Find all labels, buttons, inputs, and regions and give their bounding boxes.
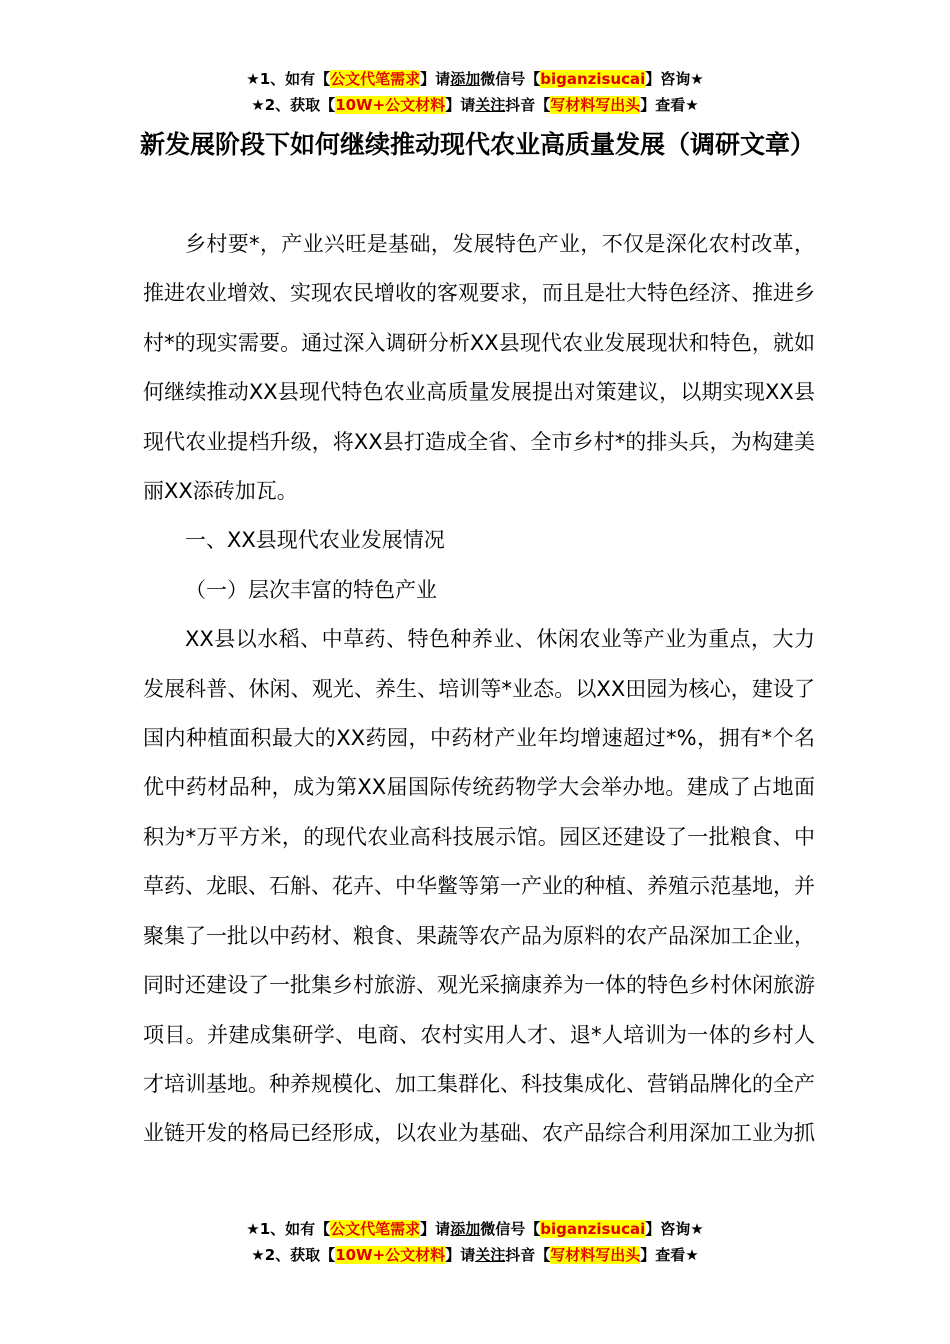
- promo-text: 抖音【: [505, 1246, 551, 1264]
- promo-line-2: [0, 92, 950, 118]
- promo-text: 】请: [420, 70, 451, 88]
- promo-highlight: 写材料写出头: [550, 96, 641, 114]
- promo-line-1: [0, 1216, 950, 1242]
- promo-text: 】请: [420, 1220, 451, 1238]
- promo-banner-top: [0, 66, 950, 118]
- promo-banner-bottom: [0, 1216, 950, 1268]
- promo-highlight: 公文代笔需求: [330, 70, 421, 88]
- subsection-heading: （一）层次丰富的特色产业: [185, 577, 437, 602]
- promo-text: 】咨询★: [645, 70, 704, 88]
- promo-highlight: 公文代笔需求: [330, 1220, 421, 1238]
- paragraph-intro: 乡村要*，产业兴旺是基础，发展特色产业，不仅是深化农村改革，推进农业增效、实现农民增收的客观要求，而且是壮大特色经济、推进乡村*的现实需要。通过深入调研分析XX县现代农业发展现状和特色，就如何继续推动XX县现代特色农业高质量发展提出对策建议，以期实现XX县现代农业提档升级，将XX县打造成全省、全市乡村*的排头兵，为构建美丽XX添砖加瓦。: [143, 232, 815, 504]
- promo-underlined: 关注: [475, 1246, 506, 1264]
- promo-text: 】咨询★: [645, 1220, 704, 1238]
- promo-text: 微信号【: [480, 1220, 541, 1238]
- promo-text: 】查看★: [640, 1246, 699, 1264]
- promo-highlight: 10W+公文材料: [335, 96, 446, 114]
- section-heading: 一、XX县现代农业发展情况: [185, 528, 445, 553]
- promo-text: ★1、如有【: [246, 1220, 331, 1238]
- promo-text: 】请: [445, 96, 476, 114]
- promo-text: ★2、获取【: [251, 96, 336, 114]
- paragraph-body: XX县以水稻、中草药、特色种养业、休闲农业等产业为重点，大力发展科普、休闲、观光、养生、培训等*业态。以XX田园为核心，建设了国内种植面积最大的XX药园，中药材产业年均增速超过*%，拥有*个名优中药材品种，成为第XX届国际传统药物学大会举办地。建成了占地面积为*万平方米，的现代农业高科技展示馆。园区还建设了一批粮食、中草药、龙眼、石斛、花卉、中华鳖等第一产业的种植、养殖示范基地，并聚集了一批以中药材、粮食、果蔬等农产品为原料的农产品深加工企业，同时还建设了一批集乡村旅游、观光采摘康养为一体的特色乡村休闲旅游项目。并建成集研学、电商、农村实用人才、退*人培训为一体的乡村人才培训基地。种养规模化、加工集群化、科技集成化、营销品牌化的全产业链开发的格局已经形成，以农业为基础、农产品综合利用深加工业为抓: [143, 627, 815, 1146]
- promo-underlined: 关注: [475, 96, 506, 114]
- promo-text: 】请: [445, 1246, 476, 1264]
- promo-line-1: [0, 66, 950, 92]
- promo-text: ★1、如有【: [246, 70, 331, 88]
- promo-text: 微信号【: [480, 70, 541, 88]
- promo-underlined: 添加: [450, 1220, 481, 1238]
- promo-highlight: biganzisucai: [540, 70, 646, 88]
- promo-line-2: [0, 1242, 950, 1268]
- promo-text: 抖音【: [505, 96, 551, 114]
- promo-highlight: biganzisucai: [540, 1220, 646, 1238]
- promo-text: 】查看★: [640, 96, 699, 114]
- promo-underlined: 添加: [450, 70, 481, 88]
- document-body: [143, 220, 815, 1159]
- promo-highlight: 写材料写出头: [550, 1246, 641, 1264]
- document-title: 新发展阶段下如何继续推动现代农业高质量发展（调研文章）: [140, 130, 816, 159]
- promo-text: ★2、获取【: [251, 1246, 336, 1264]
- promo-highlight: 10W+公文材料: [335, 1246, 446, 1264]
